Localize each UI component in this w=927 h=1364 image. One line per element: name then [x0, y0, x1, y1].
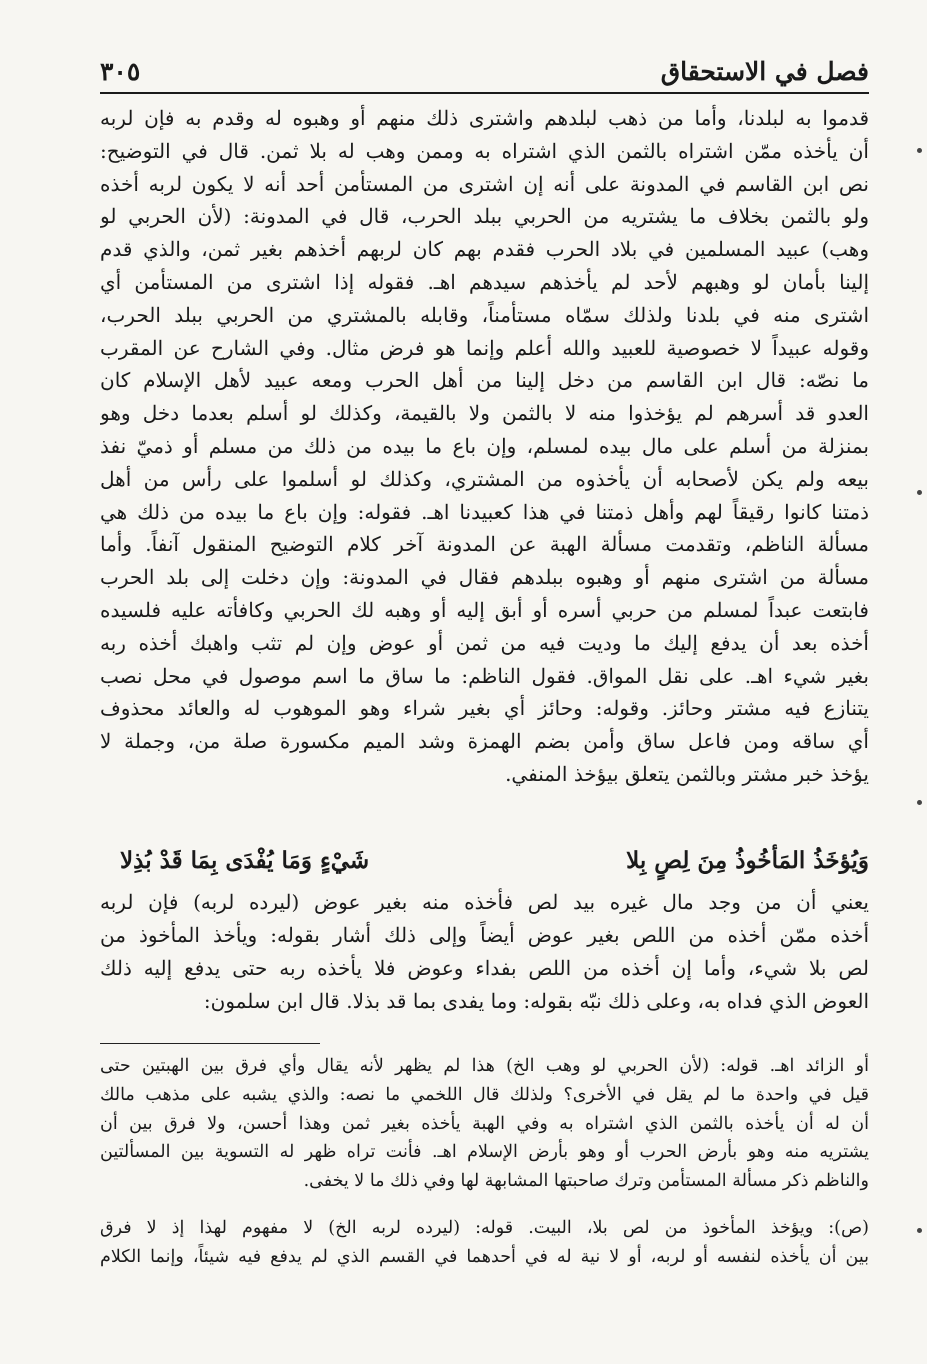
text-line: اشترى منه في بلدنا ولذلك سمّاه مستأمناً، وقابله بالمشتري من الحربي ببلد الحرب، — [100, 302, 869, 327]
verse-first-half: وَيُؤخَذُ المَأخُوذُ مِنَ لِصٍ بِلا — [626, 846, 869, 874]
footnote-line: أن له أن يأخذه بالثمن الذي اشتراه به وفي الهبة يأخذه بغير ثمن وهذا أحسن، ولا فرق بين أن — [100, 1113, 869, 1134]
text-line: بمنزلة من أسلم على مال بيده لمسلم، وإن باع ما بيده من ذلك من مسلم أو ذميّ نفذ — [100, 433, 869, 458]
text-line: أخذه ممّن أخذه من اللص بغير عوض أيضاً وإلى ذلك أشار بقوله: ويأخذ المأخوذ من — [100, 923, 869, 947]
text-line: ذمتنا كانوا رقيقاً لهم وأهل ذمتنا في هذا كعبيدنا اهـ. فقوله: وإن باع ما بيده من ذلك هي — [100, 499, 869, 524]
main-text — [100, 102, 869, 791]
text-line: مسألة من اشترى منهم أو وهبوه ببلدهم فقال في المدونة: وإن دخلت إلى بلد الحرب — [100, 565, 869, 590]
text-line: إلينا بأمان لو وهبهم لأحد لم يأخذهم سيدهم اهـ. فقوله إذا اشترى من المستأمن أي — [100, 269, 869, 294]
footnote-separator — [100, 1043, 320, 1044]
text-line: بغير شيء اهـ. على نقل المواق. فقول الناظم: ما ساق ما اسم موصول في محل نصب — [100, 663, 869, 688]
margin-mark — [917, 148, 922, 153]
text-line: أي ساقه ومن فاعل ساق وأمن بضم الهمزة وشد الميم مكسورة صلة من، وجملة لا — [100, 729, 869, 754]
margin-mark — [917, 800, 922, 805]
text-line: بيعه ولم يكن لأصحابه أن يأخذوه من المشتري، وكذلك لو أسلموا على رأس من أهل — [100, 466, 869, 491]
footnote-line: قيل في واحدة ما لم يقل في الأخرى؟ ولذلك قال اللخمي ما نصه: والذي يشبه على مذهب مالك — [100, 1084, 869, 1105]
text-line: العوض الذي فداه به، وعلى ذلك نبّه بقوله: وما يفدى بما قد بذلا. قال ابن سلمون: — [203, 989, 869, 1013]
text-line: وقوله عبيداً لا خصوصية للعبيد والله أعلم وإنما هو فرض مثال. وفي الشارح عن المقرب — [100, 335, 869, 360]
chapter-title: فصل في الاستحقاق — [660, 57, 869, 86]
text-line: وهب) عبيد المسلمين في بلاد الحرب فقدم بهم كان لربهم أخذهم بغير ثمن، والذي قدم — [100, 237, 869, 262]
verse-second-half: شَيْءٍ وَمَا يُفْدَى بِمَا قَدْ بُذِلا — [120, 846, 370, 874]
text-line: فابتعت عبداً لمسلم من حربي أسره أو أبق إليه أو وهبه لك الحربي وكافأته عليه فلسيده — [100, 597, 869, 622]
text-line: مسألة الناظم، وتقدمت مسألة الهبة عن المدونة آخر كلام التوضيح المنقول آنفاً. وأما — [100, 532, 869, 557]
footnote-line: والناظم ذكر مسألة المستأمن وترك صاحبتها المشابهة لها وفي ذلك ما لا يخفى. — [303, 1171, 869, 1192]
footnote-line: بين أن يأخذه لنفسه أو لربه، أو لا نية له في أحدهما في القسم الذي لم يدفع فيه شيئاً، وإنما الكلام — [100, 1246, 869, 1267]
text-line: ما نصّه: قال ابن القاسم من دخل إلينا من أهل الحرب ومعه عبيد لأهل الإسلام كان — [100, 368, 869, 393]
text-line: لص بلا شيء، وأما إن أخذه من اللص بفداء وعوض فلا يأخذه ربه حتى يدفع إليه ذلك — [100, 956, 869, 980]
text-line: قدموا به لبلدنا، وأما من ذهب لبلدهم واشترى ذلك منهم أو وهبوه له وقدم به فإن لربه — [100, 106, 869, 130]
page-number: ٣٠٥ — [100, 57, 141, 86]
text-line: يتنازع فيه مشتر وحائز. وقوله: وحائز أي بغير شراء وهو الموهوب له والعائد محذوف — [100, 696, 869, 721]
footnote-line: يشتريه منه وهو بأرض الحرب أو وهو بأرض الإسلام اهـ. فأنت تراه ظهر له التسوية بين المسألتين — [100, 1142, 869, 1163]
text-line: العدو قد أسرهم لم يؤخذوا منه لا بالثمن ولا بالقيمة، وكذلك لو أسلم بعدما دخل وهو — [100, 401, 869, 426]
text-line: نص ابن القاسم في المدونة على أنه إن اشترى من المستأمن أحد أنه لا يكون لربه أخذه — [100, 171, 869, 196]
text-line: أن يأخذه ممّن اشتراه بالثمن الذي اشتراه به وممن وهب له بلا ثمن. قال في التوضيح: — [100, 138, 869, 163]
text-line: يعني أن من وجد مال غيره بيد لص فأخذه منه بغير عوض (ليرده لربه) فإن لربه — [100, 890, 869, 914]
text-line: ولو بالثمن بخلاف ما يشتريه من الحربي ببلد الحرب، قال في المدونة: (لأن الحربي لو — [100, 204, 869, 229]
text-line: أخذه بعد أن يدفع إليك ما وديت فيه من ثمن أو عوض وإن لم تثب واهبك أخذه ربه — [100, 630, 869, 655]
footnote-line: أو الزائد اهـ. قوله: (لأن الحربي لو وهب الخ) هذا لم يظهر لأنه يقال وأي فرق بين الهبتين حتى — [100, 1056, 869, 1076]
text-line: يؤخذ خبر مشتر وبالثمن يتعلق بيؤخذ المنفي. — [505, 761, 869, 786]
margin-mark — [917, 1228, 922, 1233]
footnote-line: (ص): ويؤخذ المأخوذ من لص بلا، البيت. قوله: (ليرده لربه الخ) لا مفهوم لهذا إذ لا فرق — [100, 1217, 869, 1238]
page-header — [100, 50, 869, 94]
margin-mark — [917, 490, 922, 495]
commentary-text — [100, 886, 869, 1018]
poem-verse — [120, 840, 869, 880]
footnotes — [100, 1052, 869, 1272]
